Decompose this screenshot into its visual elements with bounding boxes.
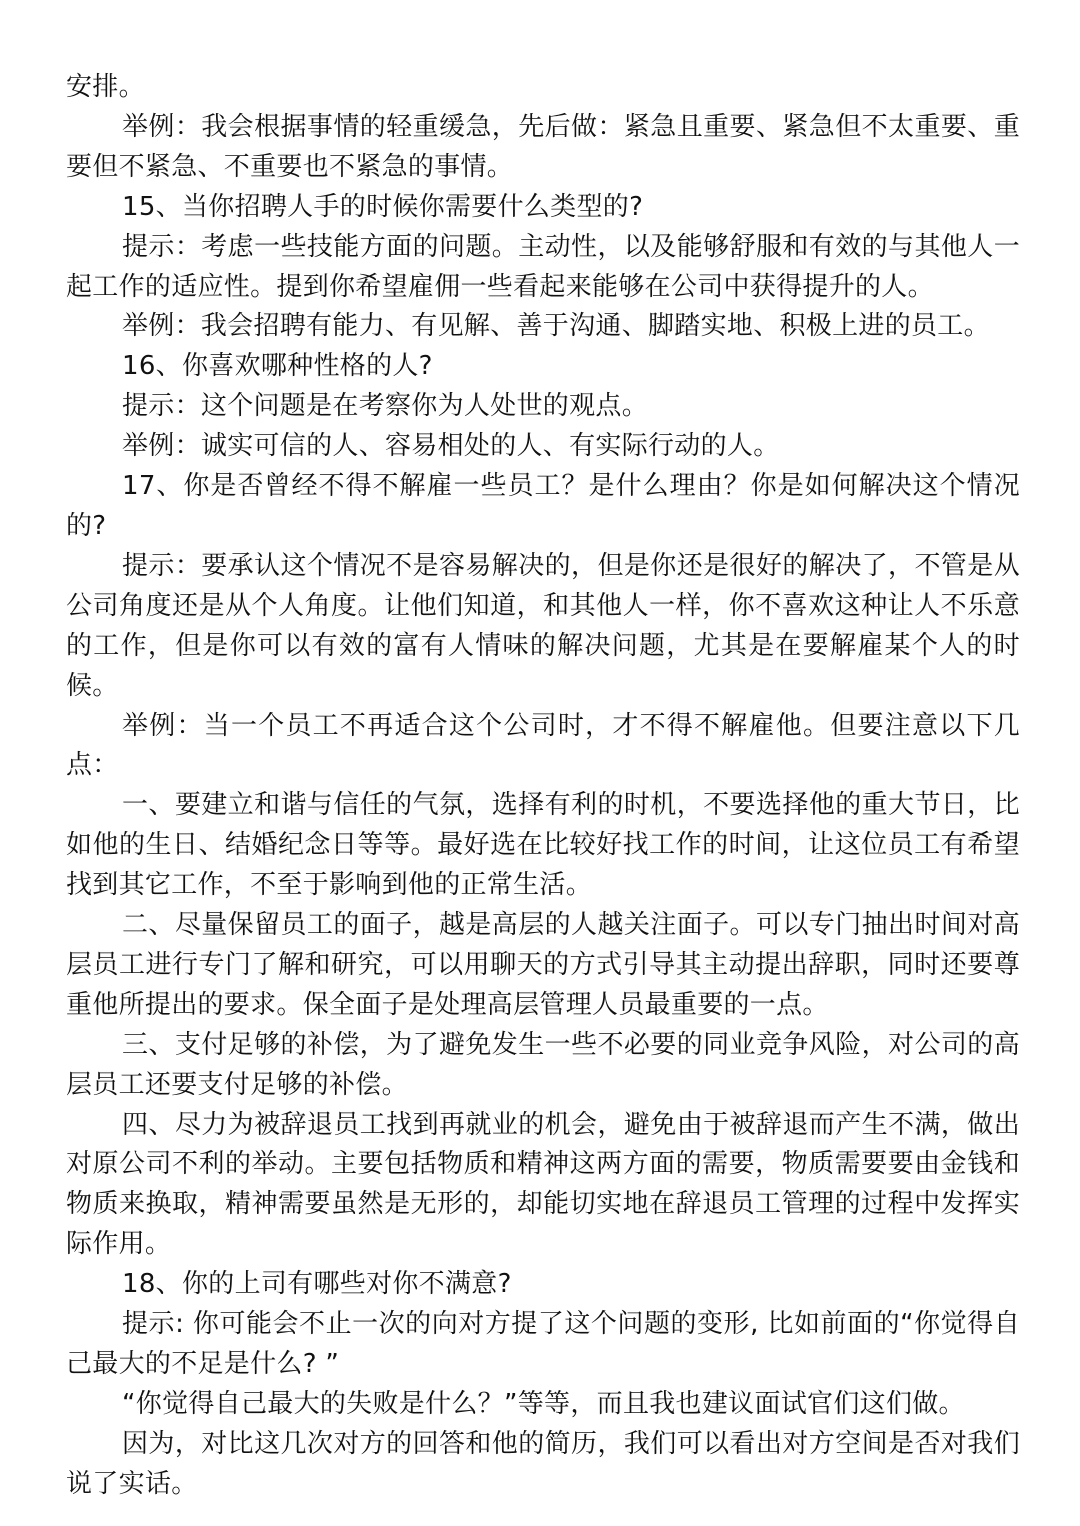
document-page — [66, 68, 1020, 1505]
question-18-heading: 18、你的上司有哪些对你不满意? — [122, 1269, 512, 1300]
paragraph-2: 举例：我会根据事情的轻重缓急，先后做：紧急且重要、紧急但不太重要、重要但不紧急、不重要也不紧急的事情。 — [66, 111, 1020, 182]
question-17-point-4: 四、尽力为被辞退员工找到再就业的机会，避免由于被辞退而产生不满，做出对原公司不利的举动。主要包括物质和精神这两方面的需要，物质需要要由金钱和物质来换取，精神需要虽然是无形的，却能切实地在辞退员工管理的过程中发挥实际作用。 — [66, 1109, 1020, 1260]
question-15-heading: 15、当你招聘人手的时候你需要什么类型的? — [122, 191, 644, 222]
paragraph-1: 安排。 — [66, 72, 145, 102]
question-15-hint: 提示：考虑一些技能方面的问题。主动性，以及能够舒服和有效的与其他人一起工作的适应性。提到你希望雇佣一些看起来能够在公司中获得提升的人。 — [66, 231, 1020, 302]
question-17-point-3: 三、支付足够的补偿，为了避免发生一些不必要的同业竞争风险，对公司的高层员工还要支付足够的补偿。 — [66, 1029, 1020, 1100]
question-17-example: 举例：当一个员工不再适合这个公司时，才不得不解雇他。但要注意以下几点： — [66, 710, 1020, 781]
question-16-hint: 提示：这个问题是在考察你为人处世的观点。 — [122, 391, 649, 422]
question-18-hint: 提示: 你可能会不止一次的向对方提了这个问题的变形, 比如前面的“你觉得自己最大的不足是什么? ” — [66, 1309, 1020, 1379]
question-18-conclusion: 因为，对比这几次对方的回答和他的简历，我们可以看出对方空间是否对我们说了实话。 — [66, 1428, 1020, 1499]
question-17-hint: 提示：要承认这个情况不是容易解决的，但是你还是很好的解决了，不管是从公司角度还是从个人角度。让他们知道，和其他人一样，你不喜欢这种让人不乐意的工作，但是你可以有效的富有人情味的解决问题，尤其是在要解雇某个人的时候。 — [66, 550, 1020, 701]
question-17-heading: 17、你是否曾经不得不解雇一些员工？是什么理由？你是如何解决这个情况的? — [66, 471, 1020, 541]
question-15-example: 举例：我会招聘有能力、有见解、善于沟通、脚踏实地、积极上进的员工。 — [122, 311, 990, 342]
question-16-example: 举例：诚实可信的人、容易相处的人、有实际行动的人。 — [122, 431, 780, 462]
question-17-point-2: 二、尽量保留员工的面子，越是高层的人越关注面子。可以专门抽出时间对高层员工进行专门了解和研究，可以用聊天的方式引导其主动提出辞职，同时还要尊重他所提出的要求。保全面子是处理高层管理人员最重要的一点。 — [66, 910, 1020, 1020]
question-16-heading: 16、你喜欢哪种性格的人? — [122, 351, 433, 382]
question-18-quote: “你觉得自己最大的失败是什么？”等等，而且我也建议面试官们这们做。 — [122, 1388, 965, 1419]
question-17-point-1: 一、要建立和谐与信任的气氛，选择有利的时机，不要选择他的重大节日，比如他的生日、结婚纪念日等等。最好选在比较好找工作的时间，让这位员工有希望找到其它工作，不至于影响到他的正常生活。 — [66, 790, 1020, 901]
